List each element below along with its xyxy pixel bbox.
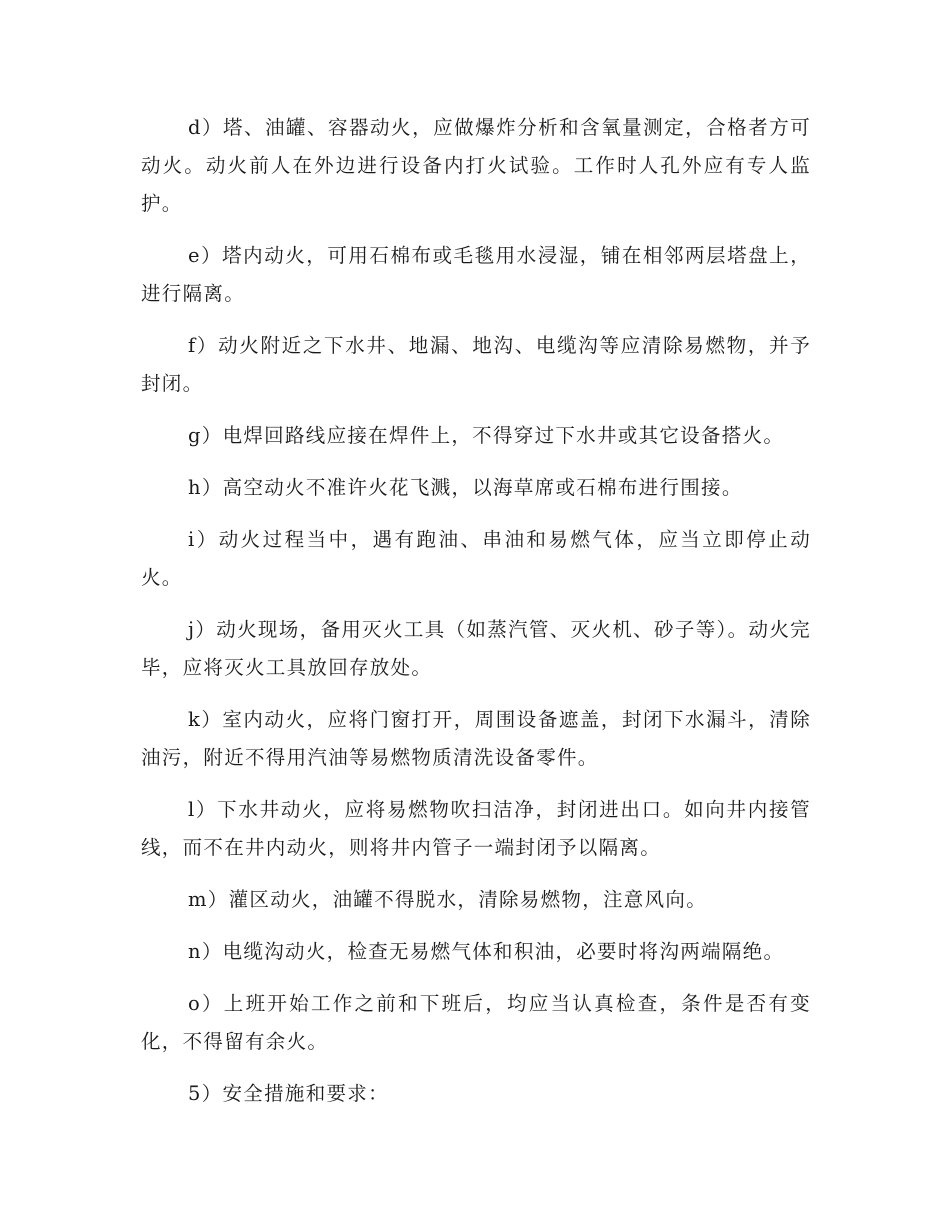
paragraph-j: j）动火现场，备用灭火工具（如蒸汽管、灭火机、砂子等）。动火完毕，应将灭火工具放回存放处。 xyxy=(141,618,811,679)
paragraph-d: d）塔、油罐、容器动火，应做爆炸分析和含氧量测定，合格者方可动火。动火前人在外边进行设备内打火试验。工作时人孔外应有专人监护。 xyxy=(141,116,811,215)
paragraph-o: o）上班开始工作之前和下班后，均应当认真检查，条件是否有变化，不得留有余火。 xyxy=(141,992,811,1053)
section-heading-5: 5）安全措施和要求： xyxy=(188,1082,389,1105)
paragraph-h: h）高空动火不准许火花飞溅，以海草席或石棉布进行围接。 xyxy=(188,476,743,499)
paragraph-i: i）动火过程当中，遇有跑油、串油和易燃气体，应当立即停止动火。 xyxy=(141,528,811,589)
paragraph-k: k）室内动火，应将门窗打开，周围设备遮盖，封闭下水漏斗，清除油污，附近不得用汽油等易燃物质清洗设备零件。 xyxy=(141,708,811,769)
paragraph-f: f）动火附近之下水井、地漏、地沟、电缆沟等应清除易燃物，并予封闭。 xyxy=(141,334,811,395)
paragraph-m: m）灌区动火，油罐不得脱水，清除易燃物，注意风向。 xyxy=(188,888,707,911)
paragraph-n: n）电缆沟动火，检查无易燃气体和积油，必要时将沟两端隔绝。 xyxy=(188,940,785,963)
paragraph-g: g）电焊回路线应接在焊件上，不得穿过下水井或其它设备搭火。 xyxy=(188,424,785,447)
document-body xyxy=(141,109,811,1127)
paragraph-e: e）塔内动火，可用石棉布或毛毯用水浸湿，铺在相邻两层塔盘上，进行隔离。 xyxy=(141,244,811,305)
paragraph-l: l）下水井动火，应将易燃物吹扫洁净，封闭进出口。如向井内接管线，而不在井内动火，则将井内管子一端封闭予以隔离。 xyxy=(141,798,811,859)
